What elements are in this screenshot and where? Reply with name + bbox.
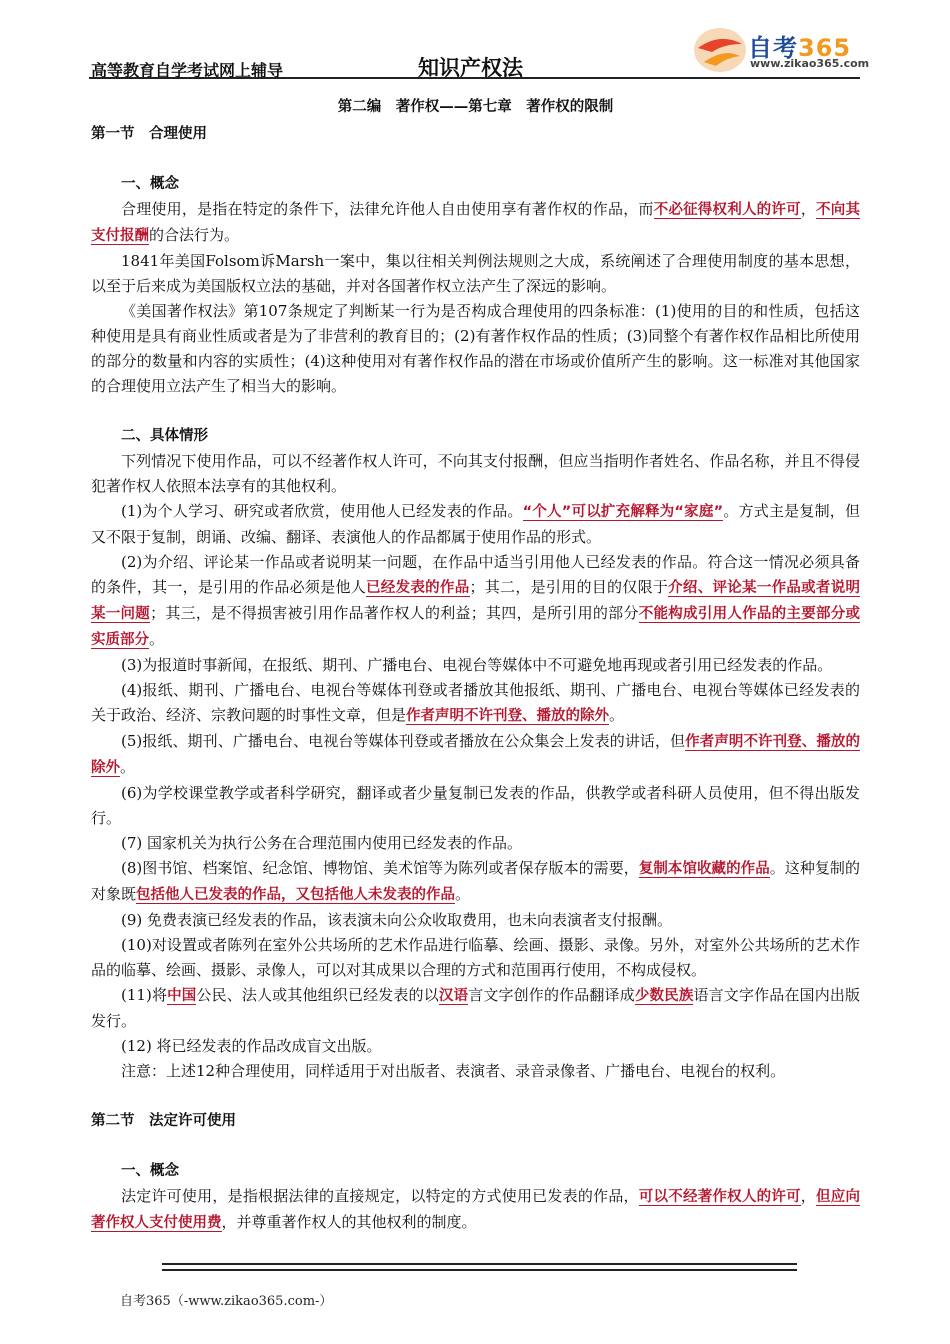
case-item-1: (1)为个人学习、研究或者欣赏，使用他人已经发表的作品。“个人”可以扩充解释为“家庭”。方式主是复制，但又不限于复制，朗诵、改编、翻译、表演他人的作品都属于使用作品的形式。 <box>91 502 860 546</box>
case-item-5: (5)报纸、期刊、广播电台、电视台等媒体刊登或者播放在公众集会上发表的讲话，但作者声明不许刊登、播放的除外。 <box>91 732 860 776</box>
s1-cases-intro: 下列情况下使用作品，可以不经著作权人许可，不向其支付报酬，但应当指明作者姓名、作品名称，并且不得侵犯著作权人依照本法享有的其他权利。 <box>91 452 860 495</box>
header-title: 知识产权法 <box>418 56 523 80</box>
case-item-10: (10)对设置或者陈列在室外公共场所的艺术作品进行临摹、绘画、摄影、录像。另外，对室外公共场所的艺术作品的临摹、绘画、摄影、录像人，可以对其成果以合理的方式和范围再行使用，不构成侵权。 <box>91 936 860 979</box>
case-item-7: (7) 国家机关为执行公务在合理范围内使用已经发表的作品。 <box>121 834 523 852</box>
case-item-9: (9) 免费表演已经发表的作品，该表演未向公众收取费用，也未向表演者支付报酬。 <box>121 911 673 929</box>
case-item-11: (11)将中国公民、法人或其他组织已经发表的以汉语言文字创作的作品翻译成少数民族语言文字作品在国内出版发行。 <box>91 986 861 1030</box>
s1-concept-heading: 一、概念 <box>121 176 179 192</box>
case-item-4: (4)报纸、期刊、广播电台、电视台等媒体刊登或者播放其他报纸、期刊、广播电台、电视台等媒体已经发表的关于政治、经济、宗教问题的时事性文章，但是作者声明不许刊登、播放的除外。 <box>91 681 860 724</box>
case-item-3: (3)为报道时事新闻，在报纸、期刊、广播电台、电视台等媒体中不可避免地再现或者引用已经发表的作品。 <box>121 656 833 674</box>
footer-divider <box>162 1263 797 1271</box>
case-note: 注意：上述12种合理使用，同样适用于对出版者、表演者、录音录像者、广播电台、电视台的权利。 <box>121 1062 786 1080</box>
section-2-title: 第二节 法定许可使用 <box>91 1113 236 1129</box>
s1-concept-p2: 1841年美国Folsom诉Marsh一案中，集以往相关判例法规则之大成，系统阐述了合理使用制度的基本思想，以至于后来成为美国版权立法的基础，并对各国著作权立法产生了深远的影响。 <box>91 252 860 295</box>
case-item-6: (6)为学校课堂教学或者科学研究，翻译或者少量复制已发表的作品，供教学或者科研人员使用，但不得出版发行。 <box>91 784 860 827</box>
footer-text: 自考365（-www.zikao365.com-） <box>120 1294 333 1309</box>
case-item-12: (12) 将已经发表的作品改成盲文出版。 <box>121 1037 382 1055</box>
logo-url: www.zikao365.com <box>750 57 870 70</box>
section-1-title: 第一节 合理使用 <box>91 126 207 142</box>
s2-concept-p1: 法定许可使用，是指根据法律的直接规定，以特定的方式使用已发表的作品，可以不经著作权人的许可，但应向著作权人支付使用费，并尊重著作权人的其他权利的制度。 <box>91 1187 860 1231</box>
document-body <box>91 95 860 1236</box>
chapter-title: 第二编 著作权——第七章 著作权的限制 <box>337 99 614 115</box>
logo-swirl-icon <box>690 22 750 78</box>
case-item-2: (2)为介绍、评论某一作品或者说明某一问题，在作品中适当引用他人已经发表的作品。符合这一情况必须具备的条件，其一，是引用的作品必须是他人已经发表的作品；其二，是引用的目的仅限于介绍、评论某一作品或者说明某一问题；其三，是不得损害被引用作品著作权人的利益；其四，是所引用的部分不能构成引用人作品的主要部分或实质部分。 <box>91 553 861 648</box>
s1-concept-p1: 合理使用，是指在特定的条件下，法律允许他人自由使用享有著作权的作品，而不必征得权利人的许可，不向其支付报酬的合法行为。 <box>91 200 860 244</box>
logo-brand: 自考365 <box>748 34 852 62</box>
header-subtitle: 高等教育自学考试网上辅导 <box>91 61 284 80</box>
case-item-8: (8)图书馆、档案馆、纪念馆、博物馆、美术馆等为陈列或者保存版本的需要，复制本馆收藏的作品。这种复制的对象既包括他人已发表的作品，又包括他人未发表的作品。 <box>91 859 860 903</box>
s2-concept-heading: 一、概念 <box>121 1163 179 1179</box>
s1-concept-p3: 《美国著作权法》第107条规定了判断某一行为是否构成合理使用的四条标准：(1)使用的目的和性质，包括这种使用是具有商业性质或者是为了非营利的教育目的；(2)有著作权作品的性质；(3)同整个有著作权作品相比所使用的部分的数量和内容的实质性；(4)这种使用对有著作权作品的潜在市场或价值所产生的影响。这一标准对其他国家的合理使用立法产生了相当大的影响。 <box>91 302 860 395</box>
s1-cases-heading: 二、具体情形 <box>121 428 208 444</box>
